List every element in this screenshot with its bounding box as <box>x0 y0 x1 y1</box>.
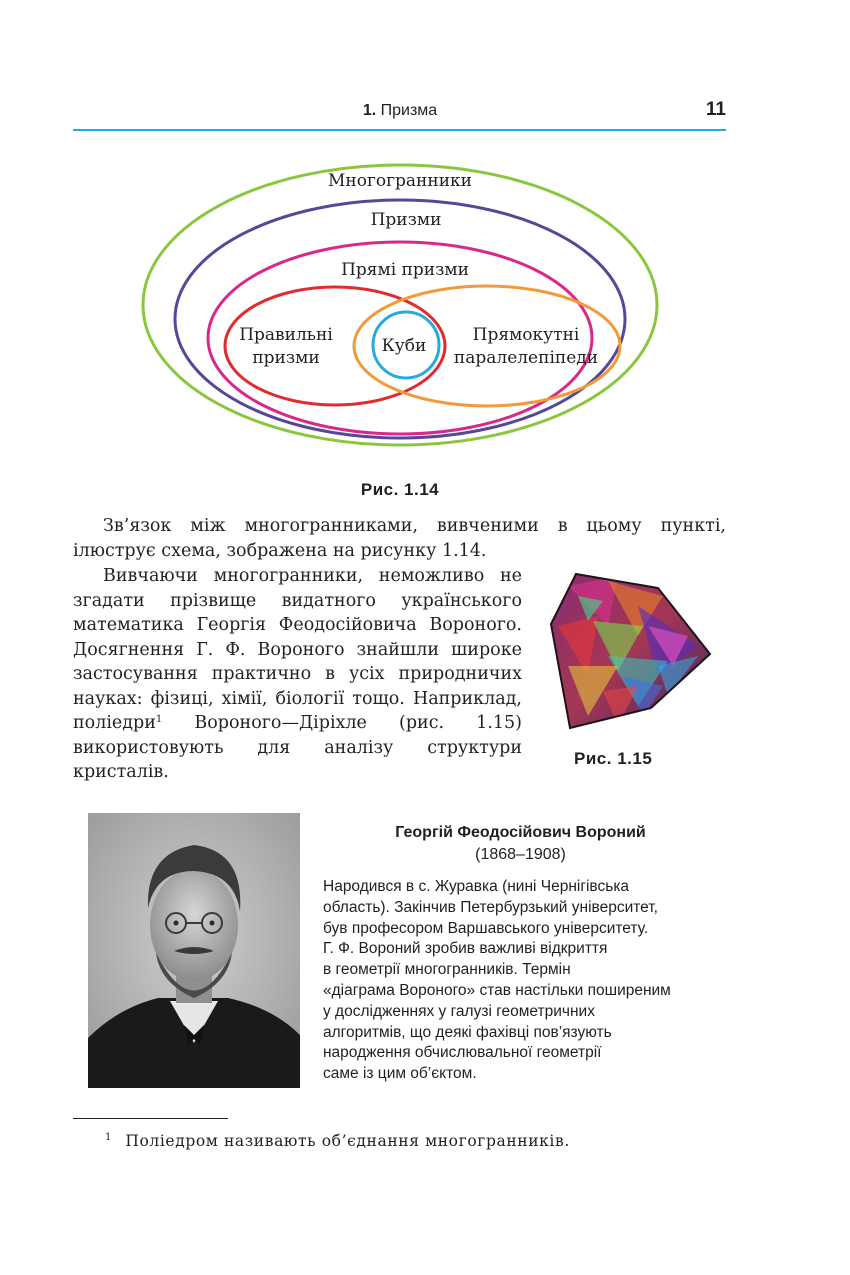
label-right-prisms: Прямі призми <box>341 260 469 280</box>
footnote-text: Поліедром називають об’єднання многогранників. <box>125 1132 570 1150</box>
label-cubes: Куби <box>381 336 427 356</box>
voronoi-dirichlet-polyhedron-image <box>548 566 713 731</box>
bio-line: алгоритмів, що деякі фахівці пов’язують <box>323 1023 612 1041</box>
figure-1-14-caption: Рис. 1.14 <box>360 480 440 499</box>
label-regular-prisms-line1: Правильні <box>239 325 333 345</box>
bio-line: Народився в с. Журавка (нині Чернігівська <box>323 878 630 895</box>
bio-line: саме із цим об’єктом. <box>323 1065 477 1083</box>
bio-line: в геометрії многогранників. Термін <box>323 961 571 979</box>
footnote-marker: 1 <box>105 1132 112 1143</box>
ellipse-prisms <box>175 200 625 438</box>
chapter-number: 1. <box>362 102 377 119</box>
figure-1-15-caption: Рис. 1.15 <box>574 749 653 768</box>
voronoi-portrait-photo <box>88 813 300 1088</box>
footnote-rule <box>73 1118 228 1119</box>
running-header <box>0 102 800 120</box>
label-prisms: Призми <box>370 210 442 230</box>
paragraph-2-part2: Вороного—Діріхле (рис. 1.15) використовують для аналізу структури кристалів. <box>73 713 522 782</box>
paragraph-1: Зв’язок між многогранниками, вивченими в цьому пункті, ілюструє схема, зображена на рисунку 1.14. <box>73 516 726 561</box>
polyhedra-euler-diagram <box>130 150 670 470</box>
label-regular-prisms-line2: призми <box>252 348 320 368</box>
bio-years: (1868–1908) <box>475 846 566 863</box>
bio-line: народження обчислювальної геометрії <box>323 1044 602 1062</box>
bio-line: Г. Ф. Вороний зробив важливі відкриття <box>323 940 608 958</box>
bio-line: область). Закінчив Петербурзький університет, <box>323 898 658 916</box>
paragraph-2 <box>73 564 522 785</box>
chapter-title: Призма <box>380 102 438 119</box>
paragraph-2-part1: Вивчаючи многогранники, неможливо не згадати прізвище видатного українського математика Георгія Феодосійовича Вороного. Досягнення Г. Ф. Вороного знайшли широке застосування практично в усіх природничих науках: фізиці, хімії, біології тощо. Наприклад, поліедри <box>73 566 522 733</box>
label-cuboids-line2: паралелепіпеди <box>453 348 599 368</box>
bio-line: був професором Варшавського університету. <box>323 919 649 937</box>
label-cuboids-line1: Прямокутні <box>472 325 580 345</box>
footnote <box>105 1132 725 1150</box>
label-polyhedra: Многогранники <box>328 171 472 191</box>
page-number: 11 <box>705 99 726 120</box>
bio-text <box>323 877 733 1085</box>
bio-name: Георгій Феодосійович Вороний <box>395 824 646 841</box>
bio-line: у дослідженнях у галузі геометричних <box>323 1002 595 1020</box>
bio-line: «діаграма Вороного» став настільки поширеним <box>323 981 671 999</box>
header-rule <box>73 129 726 131</box>
footnote-reference: 1 <box>155 714 163 725</box>
